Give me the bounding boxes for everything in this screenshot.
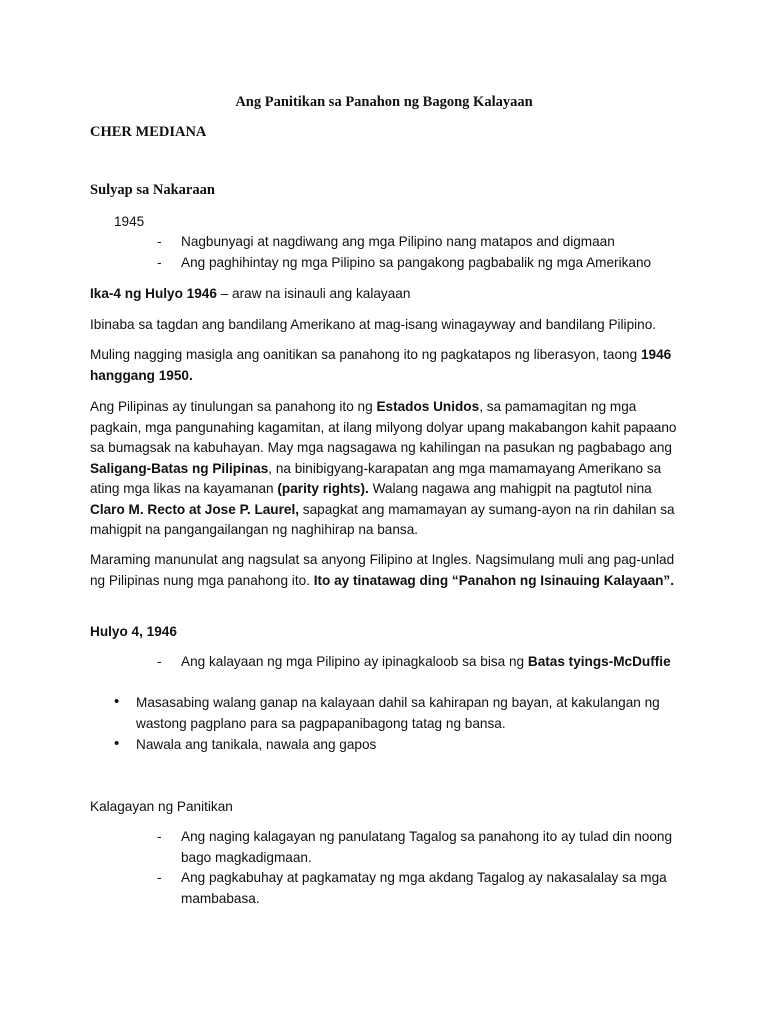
paragraph-text: Walang nagawa ang mahigpit na pagtutol nina [368, 481, 652, 496]
dash-marker: - [157, 870, 162, 885]
year-label: 1945 [114, 214, 145, 229]
paragraph-flag: Ibinaba sa tagdan ang bandilang Amerikano at mag-isang winagayway and bandilang Pilipino. [90, 317, 657, 332]
paragraph-text: , sa pamamagitan ng mga pagkain, mga pangunahing kagamitan, at ilang milyong dolyar upang makabangon kahit papaano sa bumagsak na kabuhayan. May mga nagsagawa ng kahilingan na pasukan ng pagbabago ang [90, 399, 677, 455]
bold-text: 1946 hanggang 1950. [90, 347, 672, 383]
list-item-text: Masasabing walang ganap na kalayaan dahil sa kahirapan ng bayan, at kakulangan ng wastong pagplano para sa pagpapanibagong tatag ng bansa. [136, 695, 660, 731]
date-heading: Hulyo 4, 1946 [90, 624, 177, 639]
bold-text: Saligang-Batas ng Pilipinas [90, 460, 269, 476]
section-heading-kalagayan: Kalagayan ng Panitikan [90, 799, 233, 814]
list-item-text [181, 652, 721, 673]
section-heading: Sulyap sa Nakaraan [90, 182, 215, 198]
dash-marker: - [157, 654, 162, 669]
list-item-text: Nagbunyagi at nagdiwang ang mga Pilipino nang matapos and digmaan [181, 234, 615, 249]
paragraph-text: Ang kalayaan ng mga Pilipino ay ipinagkaloob sa bisa ng [181, 654, 528, 669]
paragraph-independence-day [90, 284, 680, 305]
paragraph-us-aid [90, 397, 680, 541]
bold-text: (parity rights). [277, 481, 369, 496]
bold-text: Estados Unidos [376, 399, 480, 414]
paragraph-text: Muling nagging masigla ang oanitikan sa panahong ito ng pagkatapos ng liberasyon, taong [90, 347, 641, 362]
dash-marker: - [157, 234, 162, 249]
bold-text: Ika-4 ng Hulyo 1946 [90, 286, 217, 301]
bullet-marker: • [114, 693, 120, 710]
author-name: CHER MEDIANA [90, 124, 207, 140]
paragraph-liberation [90, 345, 680, 386]
dash-marker: - [157, 829, 162, 844]
paragraph-writers [90, 550, 680, 591]
paragraph-text: – araw na isinauli ang kalayaan [216, 286, 411, 301]
list-item-text: Nawala ang tanikala, nawala ang gapos [136, 737, 377, 752]
bold-text: Batas tyings-McDuffie [527, 654, 671, 669]
paragraph-text: Maraming manunulat ang nagsulat sa anyong Filipino at Ingles. Nagsimulang muli ang pag-unlad ng Pilipinas nung mga panahong ito. [90, 552, 675, 588]
dash-marker: - [157, 255, 162, 270]
list-item-text: Ang pagkabuhay at pagkamatay ng mga akdang Tagalog ay nakasalalay sa mga mambabasa. [181, 870, 667, 906]
paragraph-text: sapagkat ang mamamayan ay sumang-ayon na rin dahilan sa mahigpit na pangangailangan ng naghihirap na bansa. [90, 501, 675, 537]
paragraph-text: , na binibigyang-karapatan ang mga mamamayang Amerikano sa ating mga likas na kayamanan [90, 460, 662, 496]
document-title: Ang Panitikan sa Panahon ng Bagong Kalayaan [235, 94, 533, 110]
list-item-text: Ang paghihintay ng mga Pilipino sa pangakong pagbabalik ng mga Amerikano [181, 255, 652, 270]
bullet-marker: • [114, 735, 120, 752]
list-item-text: Ang naging kalagayan ng panulatang Tagalog sa panahong ito ay tulad din noong bago magkadigmaan. [181, 829, 673, 865]
paragraph-text: Ang Pilipinas ay tinulungan sa panahong ito ng [90, 399, 377, 414]
bold-text: Claro M. Recto at Jose P. Laurel, [90, 501, 300, 517]
bold-text: Ito ay tinatawag ding “Panahon ng Isinauing Kalayaan”. [313, 572, 675, 588]
